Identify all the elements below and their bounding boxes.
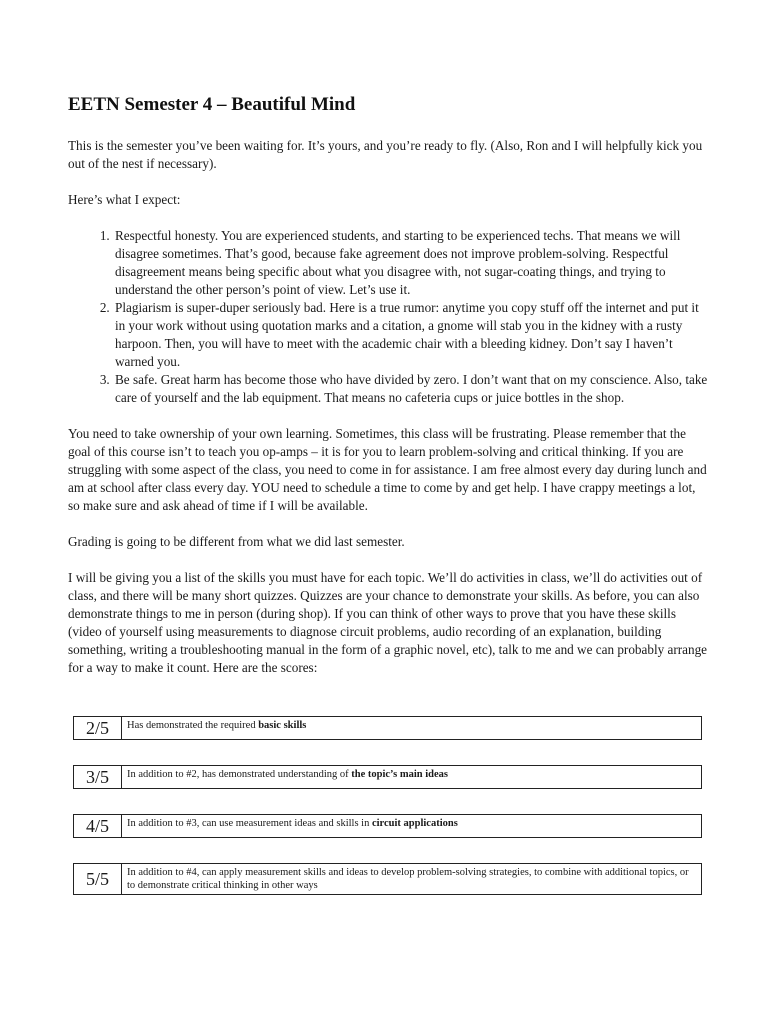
score-row — [73, 765, 702, 789]
page-title: EETN Semester 4 – Beautiful Mind — [68, 94, 356, 115]
score-value: 2/5 — [74, 717, 122, 739]
expect-heading: Here’s what I expect: — [68, 192, 181, 207]
score-value: 4/5 — [74, 815, 122, 837]
ownership-paragraph: You need to take ownership of your own learning. Sometimes, this class will be frustrating. Please remember that the goal of this course isn’t to teach you op-amps – it is for you to learn problem-solving and critical thinking. If you are struggling with some aspect of the class, you need to come in for assistance. I am free almost every day during lunch and am at school after class every day. YOU need to schedule a time to come by and get help. I have crappy meetings a lot, so make sure and ask ahead of time if I will be available. — [68, 426, 707, 513]
intro-paragraph: This is the semester you’ve been waiting for. It’s yours, and you’re ready to fly. (Also, Ron and I will helpfully kick you out of the nest if necessary). — [68, 138, 703, 171]
score-value: 5/5 — [74, 864, 122, 894]
score-emphasis: circuit applications — [371, 818, 458, 829]
score-description: In addition to #4, can apply measurement skills and ideas to develop problem-solving strategies, to combine with additional topics, or to demonstrate critical thinking in other ways — [127, 867, 689, 891]
score-emphasis: basic skills — [258, 720, 307, 731]
expectation-item: 2. Plagiarism is super-duper seriously bad. Here is a true rumor: anytime you copy stuff off the internet and put it in your work without using quotation marks and a citation, a gnome will stab you in the kidney with a rusty harpoon. Then, you will have to meet with the academic chair with a bleeding kidney. Don’t say I haven’t warned you. — [113, 299, 708, 371]
score-row — [73, 863, 702, 895]
skills-paragraph: I will be giving you a list of the skills you must have for each topic. We’ll do activities in class, we’ll do activities out of class, and there will be many short quizzes. Quizzes are your chance to demonstrate your skills. As before, you can also demonstrate things to me in person (during shop). If you can think of other ways to prove that you have these skills (video of yourself using measurements to diagnose circuit problems, audio recording of an explanation, building something, writing a troubleshooting manual in the form of a graphic novel, etc), talk to me and we can probably arrange for a way to make it count. Here are the scores: — [68, 570, 708, 675]
scores-table — [73, 716, 702, 920]
grading-paragraph: Grading is going to be different from what we did last semester. — [68, 534, 405, 549]
score-value: 3/5 — [74, 766, 122, 788]
expectation-item: 1. Respectful honesty. You are experienced students, and starting to be experienced techs. That means we will disagree sometimes. That’s good, because fake agreement does not improve problem-solving. Respectful disagreement means being specific about what you disagree with, not sugar-coating things, and trying to understand the other person’s point of view. Let’s use it. — [113, 227, 708, 299]
document-body — [68, 93, 708, 695]
score-description: In addition to #2, has demonstrated understanding of the topic’s main ideas — [127, 769, 448, 780]
score-emphasis: the topic’s main ideas — [351, 769, 448, 780]
score-description: In addition to #3, can use measurement ideas and skills in circuit applications — [127, 818, 458, 829]
score-row — [73, 814, 702, 838]
score-description: Has demonstrated the required basic skills — [127, 720, 307, 731]
expectations-list — [68, 227, 708, 407]
score-row — [73, 716, 702, 740]
expectation-item: 3. Be safe. Great harm has become those who have divided by zero. I don’t want that on my conscience. Also, take care of yourself and the lab equipment. That means no cafeteria cups or juice bottles in the shop. — [113, 371, 708, 407]
